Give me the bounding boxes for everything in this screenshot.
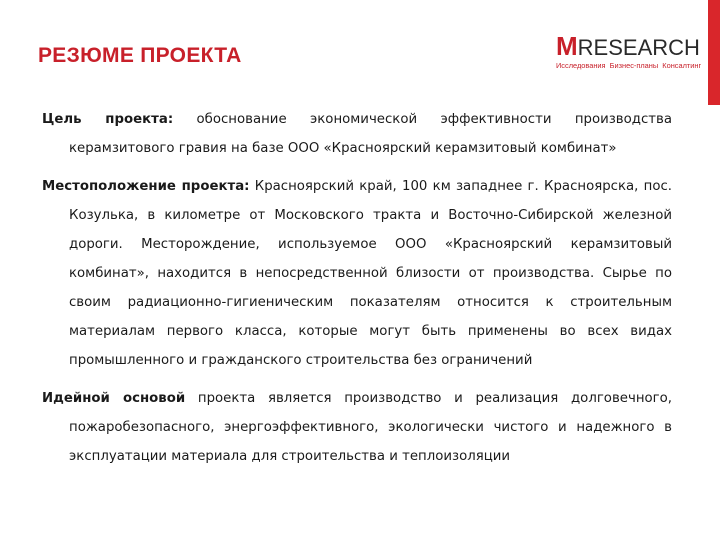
idea-label: Идейной основой xyxy=(42,391,186,406)
location-text: Красноярский край, 100 км западнее г. Красноярска, пос. Козулька, в километре от Московского тракта и Восточно-Сибирской железной дороги. Месторождение, используемое ООО «Красноярский керамзитовый комбинат», находится в непосредственной близости от производства. Сырье по своим радиационно-гигиеническим показателям относится к строительным материалам первого класса, которые могут быть применены во всех видах промышленного и гражданского строительства без ограничений xyxy=(69,179,672,368)
paragraph-location xyxy=(42,172,672,375)
idea-text: проекта является производство и реализация долговечного, пожаробезопасного, энергоэффективного, экологически чистого и надежного в эксплуатации материала для строительства и теплоизоляции xyxy=(69,391,672,464)
paragraph-goal xyxy=(42,105,672,163)
content xyxy=(42,105,672,480)
accent-bar xyxy=(708,0,720,105)
paragraph-idea xyxy=(42,384,672,471)
goal-label: Цель проекта: xyxy=(42,112,174,127)
location-label: Местоположение проекта: xyxy=(42,179,250,194)
goal-text: обоснование экономической эффективности производства керамзитового гравия на базе ООО «Красноярский керамзитовый комбинат» xyxy=(69,112,673,156)
page-title: РЕЗЮМЕ ПРОЕКТА xyxy=(38,44,242,67)
logo: MRESEARCH Исследования Бизнес-планы Консалтинг xyxy=(556,31,702,70)
